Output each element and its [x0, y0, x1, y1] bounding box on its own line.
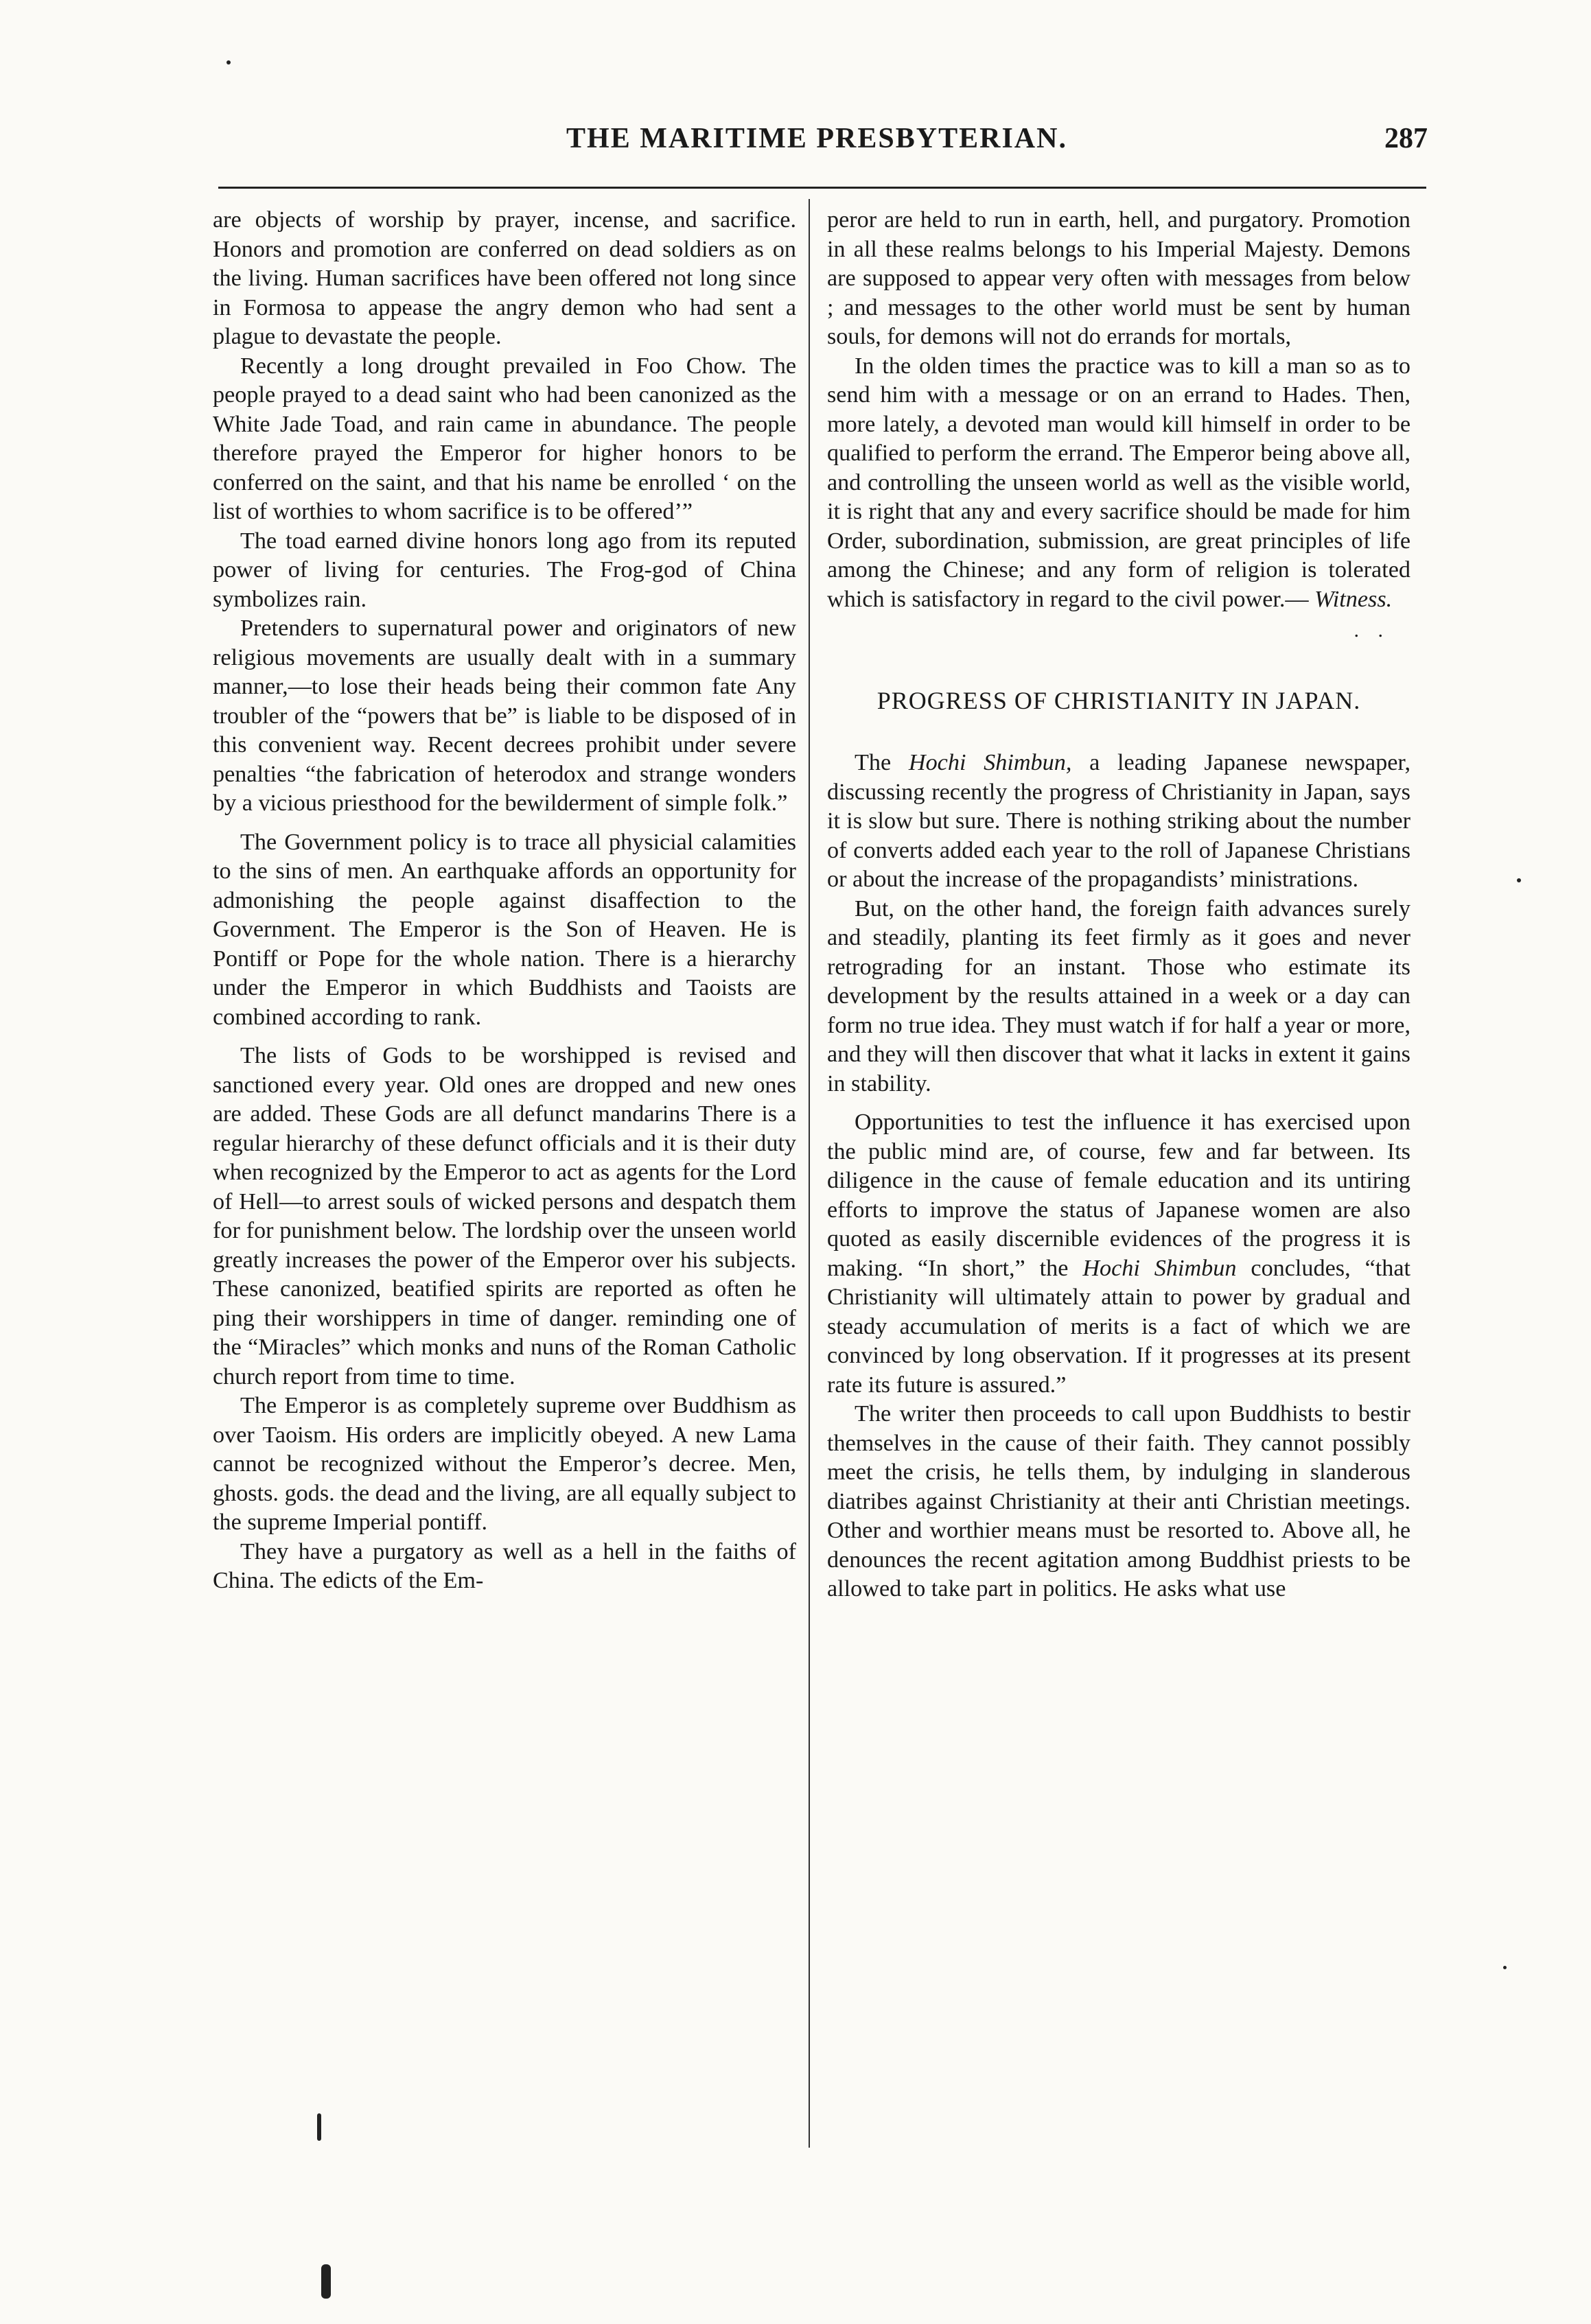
paragraph: The Emperor is as completely supreme over Buddhism as over Taoism. His orders are implicitly obeyed. A new Lama cannot be recognized without the Emperor’s decree. Men, ghosts. gods. the dead and the living, are all equally subject to the supreme Imperial pontiff. — [213, 1393, 796, 1535]
right-column — [827, 206, 1410, 1604]
header-rule — [218, 187, 1426, 189]
running-head — [206, 122, 1428, 163]
page-number: 287 — [1384, 123, 1428, 154]
paragraph: They have a purgatory as well as a hell in the faiths of China. The edicts of the Em- — [213, 1538, 796, 1593]
scan-speck — [317, 2113, 321, 2141]
left-column — [213, 206, 796, 1596]
source-credit: Witness. — [1314, 586, 1393, 612]
paragraph: are objects of worship by prayer, incense, and sacrifice. Honors and promotion are conferred on dead soldiers as on the living. Human sacrifices have been offered not long since in Formosa to appease the angry demon who had sent a plague to devastate the people. — [213, 207, 796, 349]
paragraph: The lists of Gods to be worshipped is revised and sanctioned every year. Old ones are dropped and new ones are added. These Gods are all defunct mandarins There is a regular hierarchy of these defunct officials and it is their duty when recognized by the Emperor to act as agents for the Lord of Hell—to arrest souls of wicked persons and despatch them for for punishment below. The lordship over the unseen world greatly increases the power of the Emperor over his subjects. These canonized, beatified spirits are reported as often he ping their worshippers in time of danger. reminding one of the “Miracles” which monks and nuns of the Roman Catholic church report from time to time. — [213, 1043, 796, 1389]
scan-speck — [1517, 878, 1521, 882]
newspaper-name: Hochi Shimbun, — [908, 750, 1072, 775]
column-divider — [809, 199, 810, 2148]
paragraph-text: In the olden times the practice was to kill a man so as to send him with a message or on an errand to Hades. Then, more lately, a devoted man would kill himself in order to be qualified to perform the errand. The Emperor being above all, and controlling the unseen world as well as the visible world, it is right that any and every sacrifice should be made for him Order, subordination, submission, are great principles of life among the Chinese; and any form of religion is tolerated which is satisfactory in regard to the civil power.— — [827, 353, 1410, 612]
paragraph: The Government policy is to trace all physicial calamities to the sins of men. An earthquake affords an opportunity for admonishing the people against disaffection to the Government. The Emperor is the Son of Heaven. He is Pontiff or Pope for the whole nation. There is a hierarchy under the Emperor in which Buddhists and Taoists are combined according to rank. — [213, 829, 796, 1030]
paragraph: Recently a long drought prevailed in Foo Chow. The people prayed to a dead saint who had been canonized as the White Jade Toad, and rain came in abundance. The people therefore prayed the Emperor for higher honors to be conferred on the saint, and that his name be enrolled ‘ on the list of worthies to whom sacrifice is to be offered’” — [213, 353, 796, 524]
paragraph: The toad earned divine honors long ago from its reputed power of living for centuries. The Frog-god of China symbolizes rain. — [213, 528, 796, 612]
scan-speck — [227, 60, 231, 64]
paragraph-text: Opportunities to test the influence it has exercised upon the public mind are, of course, few and far between. Its diligence in the cause of female education and its untiring efforts to improve the status of Japanese women are also quoted as easily discernible evidences of the progress it is making. “In short,” the — [827, 1110, 1410, 1281]
paragraph — [827, 1108, 1410, 1400]
scan-speck — [1503, 1966, 1507, 1969]
paragraph-text: a leading Japanese newspaper, discussing recently the progress of Christianity in Japan, says it is slow but sure. There is nothing striking about the number of converts added each year to the roll of Japanese Christians or about the increase of the propagandists’ ministrations. — [827, 750, 1410, 892]
running-title: THE MARITIME PRESBYTERIAN. — [566, 123, 1067, 154]
paragraph — [827, 749, 1410, 895]
paragraph: The writer then proceeds to call upon Buddhists to bestir themselves in the cause of their faith. They cannot possibly meet the crisis, he tells them, by indulging in slanderous diatribes against Christianity at their anti Christian meetings. Other and worthier means must be resorted to. Above all, he denounces the recent agitation among Buddhist priests to be allowed to take part in politics. He asks what use — [827, 1401, 1410, 1601]
separator-dots: . . — [1354, 619, 1390, 642]
paragraph: Pretenders to supernatural power and originators of new religious movements are usually dealt with in a summary manner,—to lose their heads being their common fate Any troubler of the “powers that be” is liable to be disposed of in this convenient way. Recent decrees prohibit under severe penalties “the fabrication of heterodox and strange wonders by a vicious priesthood for the bewilderment of simple folk.” — [213, 615, 796, 816]
paragraph — [827, 352, 1410, 615]
paragraph: peror are held to run in earth, hell, and purgatory. Promotion in all these realms belongs to his Imperial Majesty. Demons are supposed to appear very often with messages from below ; and messages to the other world must be sent by human souls, for demons will not do errands for mortals, — [827, 207, 1410, 349]
scan-speck — [321, 2264, 331, 2299]
newspaper-name: Hochi Shimbun — [1082, 1255, 1237, 1281]
paragraph-text: The — [855, 750, 909, 775]
section-heading: PROGRESS OF CHRISTIANITY IN JAPAN. — [876, 687, 1361, 714]
paragraph-text: concludes, “that Christianity will ultimately attain to power by gradual and steady accumulation of merits is a fact of which we are convinced by long observation. If it progresses at its present rate its future is assured.” — [827, 1255, 1411, 1398]
paragraph: But, on the other hand, the foreign faith advances surely and steadily, planting its feet firmly as it goes and never retrograding for an instant. Those who estimate its development by the results attained in a week or a day can form no true idea. They must watch if for half a year or more, and they will then discover that what it lacks in extent it gains in stability. — [827, 895, 1410, 1096]
